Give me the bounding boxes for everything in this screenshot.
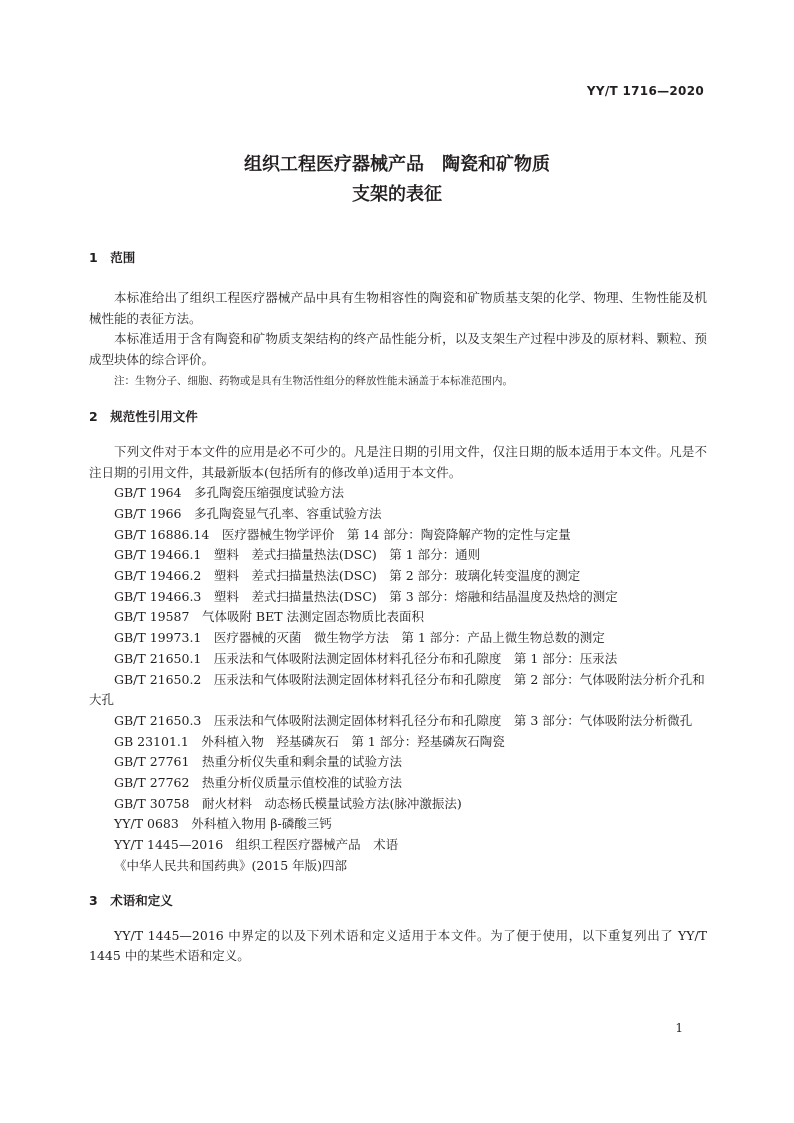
section-1-paragraph: 本标准给出了组织工程医疗器械产品中具有生物相容性的陶瓷和矿物质基支架的化学、物理、生物性能及机械性能的表征方法。 — [89, 290, 707, 326]
standard-code: YY/T 1716—2020 — [586, 84, 704, 98]
section-1-paragraph: 本标准适用于含有陶瓷和矿物质支架结构的终产品性能分析，以及支架生产过程中涉及的原材料、颗粒、预成型块体的综合评价。 — [89, 331, 707, 368]
reference-item: 《中华人民共和国药典》(2015 年版)四部 — [114, 857, 348, 873]
reference-item: GB/T 27761 热重分析仪失重和剩余量的试验方法 — [114, 754, 402, 770]
document-body — [89, 248, 707, 967]
reference-item: GB 23101.1 外科植入物 羟基磷灰石 第 1 部分：羟基磷灰石陶瓷 — [114, 733, 505, 749]
section-2-intro: 下列文件对于本文件的应用是必不可少的。凡是注日期的引用文件，仅注日期的版本适用于本文件。凡是不注日期的引用文件，其最新版本(包括所有的修改单)适用于本文件。 — [89, 443, 707, 480]
reference-item: GB/T 1964 多孔陶瓷压缩强度试验方法 — [114, 485, 345, 501]
reference-item: GB/T 21650.3 压汞法和气体吸附法测定固体材料孔径分布和孔隙度 第 3 部分：气体吸附法分析微孔 — [114, 712, 693, 728]
section-2-heading: 2 规范性引用文件 — [89, 408, 198, 424]
section-3-heading: 3 术语和定义 — [89, 892, 173, 908]
reference-item: GB/T 19466.1 塑料 差式扫描量热法(DSC) 第 1 部分：通则 — [114, 547, 481, 563]
title-line-1: 组织工程医疗器械产品 陶瓷和矿物质 — [244, 154, 550, 175]
reference-item: GB/T 27762 热重分析仪质量示值校准的试验方法 — [114, 775, 402, 791]
reference-item: GB/T 21650.1 压汞法和气体吸附法测定固体材料孔径分布和孔隙度 第 1 部分：压汞法 — [114, 650, 618, 666]
reference-item: GB/T 1966 多孔陶瓷显气孔率、容重试验方法 — [114, 505, 382, 521]
reference-item: GB/T 19973.1 医疗器械的灭菌 微生物学方法 第 1 部分：产品上微生物总数的测定 — [114, 630, 605, 646]
reference-list — [89, 483, 707, 876]
section-1-note: 注：生物分子、细胞、药物或是具有生物活性组分的释放性能未涵盖于本标准范围内。 — [114, 374, 513, 387]
reference-item: GB/T 16886.14 医疗器械生物学评价 第 14 部分：陶瓷降解产物的定性与定量 — [114, 526, 571, 542]
section-1-heading: 1 范围 — [89, 250, 136, 265]
reference-item: GB/T 19587 气体吸附 BET 法测定固态物质比表面积 — [114, 609, 425, 625]
document-title — [0, 150, 794, 210]
reference-item: GB/T 30758 耐火材料 动态杨氏模量试验方法(脉冲激振法) — [114, 795, 462, 811]
section-3-intro: YY/T 1445—2016 中界定的以及下列术语和定义适用于本文件。为了便于使用，以下重复列出了 YY/T 1445 中的某些术语和定义。 — [89, 927, 707, 964]
reference-item: GB/T 21650.2 压汞法和气体吸附法测定固体材料孔径分布和孔隙度 第 2 部分：气体吸附法分析介孔和大孔 — [89, 671, 705, 708]
reference-item: YY/T 1445—2016 组织工程医疗器械产品 术语 — [114, 837, 399, 853]
reference-item: YY/T 0683 外科植入物用 β-磷酸三钙 — [114, 816, 332, 832]
reference-item: GB/T 19466.2 塑料 差式扫描量热法(DSC) 第 2 部分：玻璃化转变温度的测定 — [114, 568, 581, 584]
page-number: 1 — [675, 1021, 683, 1035]
reference-item: GB/T 19466.3 塑料 差式扫描量热法(DSC) 第 3 部分：熔融和结晶温度及热焓的测定 — [114, 588, 618, 604]
title-line-2: 支架的表征 — [352, 184, 442, 205]
